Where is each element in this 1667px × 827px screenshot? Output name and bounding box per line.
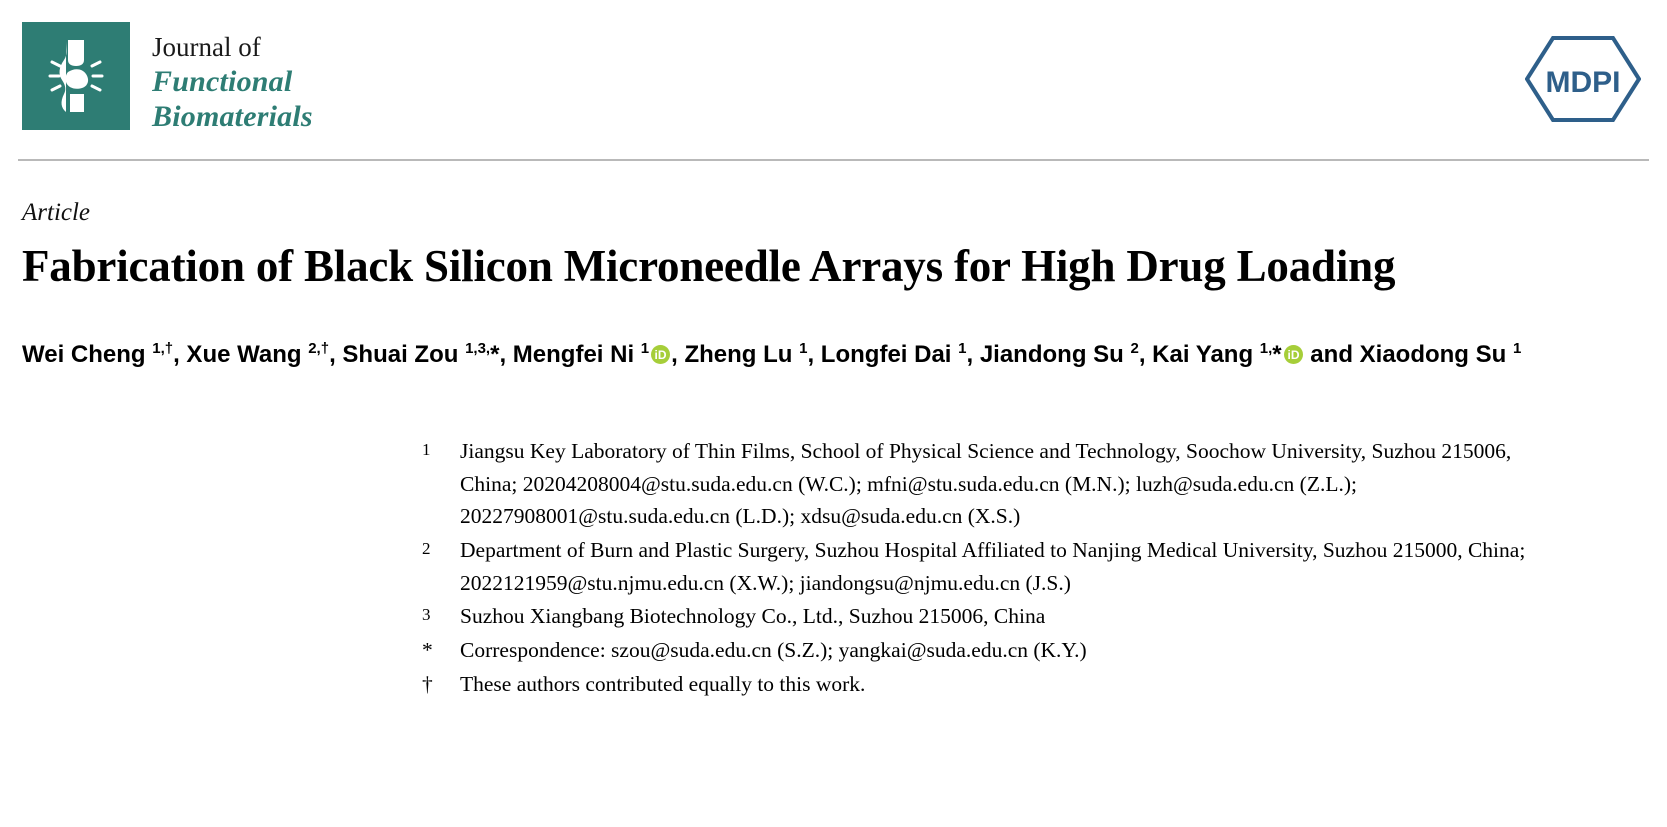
journal-title-line3: Biomaterials bbox=[152, 100, 313, 134]
correspondence-marker: * bbox=[422, 638, 433, 663]
list-item bbox=[422, 634, 1649, 667]
journal-masthead bbox=[18, 0, 1649, 150]
affiliation-list bbox=[18, 435, 1649, 700]
correspondence-text: Correspondence: szou@suda.edu.cn (S.Z.); yangkai@suda.edu.cn (K.Y.) bbox=[460, 638, 1087, 663]
svg-text:iD: iD bbox=[654, 347, 667, 362]
affiliation-text: Jiangsu Key Laboratory of Thin Films, School of Physical Science and Technology, Soochow University, Suzhou 215006, China; 20204208004@stu.suda.edu.cn (W.C.); mfni@stu.suda.edu.cn (M.N.); luzh@suda.edu.cn (Z.L.); 20227908001@stu.suda.edu.cn (L.D.); xdsu@suda.edu.cn (X.S.) bbox=[460, 439, 1512, 529]
equal-contribution-marker: † bbox=[422, 671, 433, 696]
affiliation-text: Department of Burn and Plastic Surgery, Suzhou Hospital Affiliated to Nanjing Medical University, Suzhou 215000, China; 2022121959@stu.njmu.edu.cn (X.W.); jiandongsu@njmu.edu.cn (J.S.) bbox=[460, 538, 1526, 595]
list-item bbox=[422, 435, 1649, 533]
journal-title-line2: Functional bbox=[152, 64, 293, 98]
knee-joint-icon bbox=[22, 22, 130, 130]
journal-title-line1: Journal of bbox=[152, 32, 261, 62]
masthead-divider bbox=[18, 159, 1649, 161]
article-type-label: Article bbox=[22, 199, 91, 226]
equal-contribution-text: These authors contributed equally to this work. bbox=[460, 671, 866, 696]
affiliation-marker: 1 bbox=[422, 440, 431, 460]
mdpi-logo bbox=[1525, 36, 1641, 122]
list-item bbox=[422, 668, 1649, 701]
svg-text:MDPI: MDPI bbox=[1545, 66, 1621, 99]
list-item bbox=[422, 600, 1649, 633]
affiliation-marker: 2 bbox=[422, 539, 431, 559]
orcid-icon[interactable] bbox=[1284, 345, 1303, 364]
author-list: Wei Cheng $^{1,\dagger}$, Xue Wang $^{2,\dagger}$, Shuai Zou $^{1,3,}$*, Mengfei Ni $^1$ iD , Zheng Lu $^1$, Longfei Dai $^1$, Jiandong Su $^2$, Kai Yang $^{1,}$* iD and Xiaodong Su $^1$ bbox=[22, 339, 1522, 368]
journal-branding bbox=[18, 0, 313, 135]
journal-title bbox=[152, 22, 313, 135]
page-title: Fabrication of Black Silicon Microneedle Arrays for High Drug Loading bbox=[22, 241, 1396, 291]
affiliation-marker: 3 bbox=[422, 605, 431, 625]
orcid-icon[interactable] bbox=[651, 345, 670, 364]
svg-text:iD: iD bbox=[1287, 347, 1300, 362]
affiliation-text: Suzhou Xiangbang Biotechnology Co., Ltd., Suzhou 215006, China bbox=[460, 604, 1046, 629]
list-item bbox=[422, 534, 1649, 599]
